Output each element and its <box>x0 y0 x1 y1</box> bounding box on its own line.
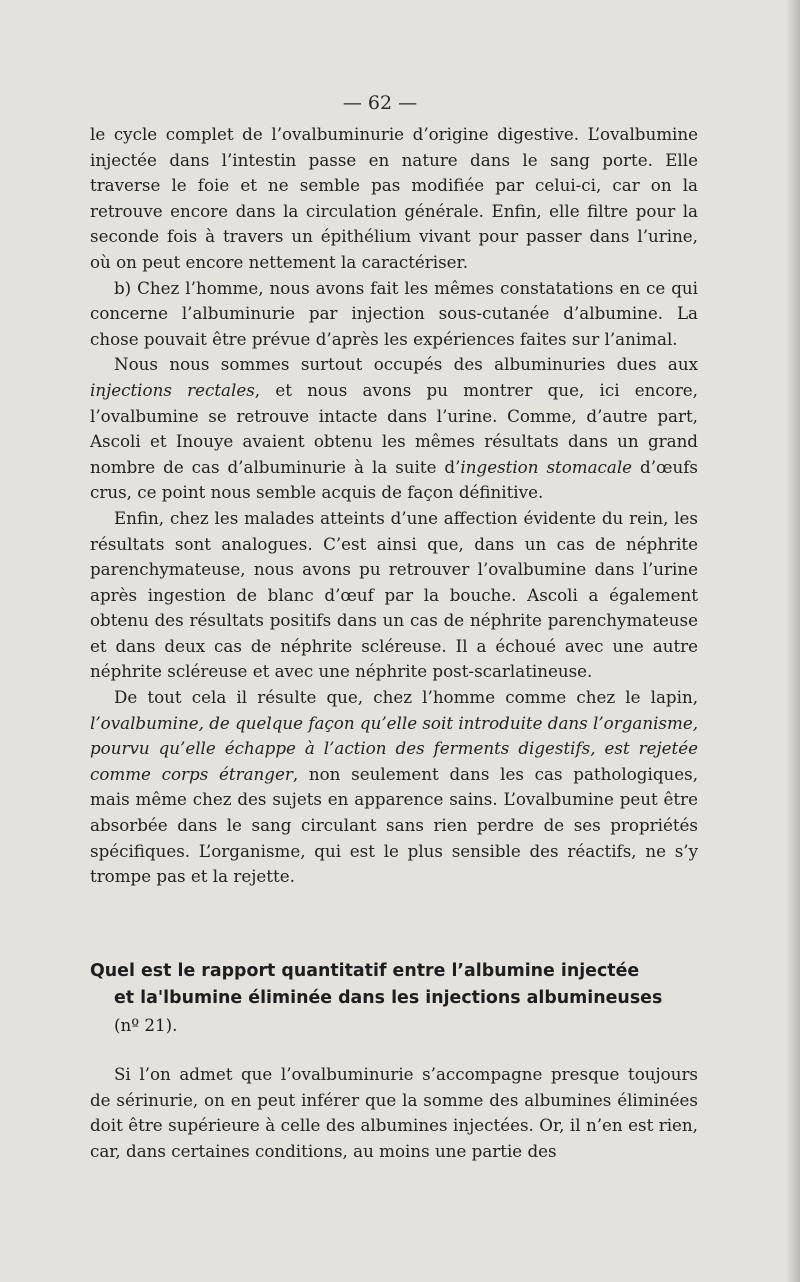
page-gutter-shadow <box>786 0 800 1282</box>
text-run: , et nous avons pu montrer que, ici encore, l’ovalbumine se retrouve intacte dans l’urine. Comme, d’autre part, Ascoli et Inouye avaient obtenu les mêmes résultats dans un grand nombre de cas d’albuminurie à la suite d’ <box>90 379 698 477</box>
heading-line-1: Quel est le rapport quantitatif entre l’albumine injectée <box>90 961 640 981</box>
italic-run: l’ovalbumine, de quelque façon qu’elle soit introduite dans l’organisme, pourvu qu’elle échappe à l’action des ferments digestifs, est rejetée comme corps étranger <box>90 712 698 784</box>
page-number: — 62 — <box>342 92 418 114</box>
paragraph-continuation: le cycle complet de l’ovalbuminurie d’origine digestive. L’ovalbumine injectée dans l’intestin passe en nature dans le sang porte. Elle traverse le foie et ne semble pas modifiée par celui-ci, car on la retrouve encore dans la circulation générale. Enfin, elle filtre pour la seconde fois à travers un épithélium vivant pour passer dans l’urine, où on peut encore nettement la caractériser. <box>90 124 698 272</box>
paragraph-si-l-on-admet: Si l’on admet que l’ovalbuminurie s’accompagne presque toujours de sérinurie, on en peut inférer que la somme des albumines éliminées doit être supérieure à celle des albumines injectées. Or, il n’en est rien, car, dans certaines conditions, au moins une partie des <box>90 1064 698 1161</box>
body-text-lower <box>90 1062 698 1164</box>
heading-reference: (nº 21). <box>114 1015 178 1035</box>
text-run: Nous nous sommes surtout occupés des albuminuries dues aux <box>114 354 698 375</box>
heading-line-2: et la'lbumine éliminée dans les injections albumineuses <box>114 988 663 1008</box>
body-text-upper <box>90 122 698 890</box>
paragraph-enfin-malades: Enfin, chez les malades atteints d’une affection évidente du rein, les résultats sont analogues. C’est ainsi que, dans un cas de néphrite parenchymateuse, nous avons pu retrouver l’ovalbumine dans l’urine après ingestion de blanc d’œuf par la bouche. Ascoli a également obtenu des résultats positifs dans un cas de néphrite parenchymateuse et dans deux cas de néphrite scléreuse. Il a échoué avec une autre néphrite scléreuse et avec une néphrite post-scarlatineuse. <box>90 507 698 682</box>
italic-run: injections rectales <box>90 379 255 400</box>
paragraph-b-chez-l-homme: b) Chez l’homme, nous avons fait les mêmes constatations en ce qui concerne l’albuminurie par injection sous-cutanée d’albumine. La chose pouvait être prévue d’après les expériences faites sur l’animal. <box>90 277 698 349</box>
paragraph-injections-rectales <box>90 352 698 506</box>
text-run: d’œufs crus, ce point nous semble acquis de façon définitive. <box>90 456 698 503</box>
text-run: De tout cela il résulte que, chez l’homme comme chez le lapin, <box>114 687 698 708</box>
section-heading <box>90 958 702 1039</box>
text-run: , non seulement dans les cas pathologiques, mais même chez des sujets en apparence sains. L’ovalbumine peut être absorbée dans le sang circulant sans rien perdre de ses propriétés spécifiques. L’organisme, qui est le plus sensible des réactifs, ne s’y trompe pas et la rejette. <box>90 763 698 887</box>
italic-run: ingestion stomacale <box>460 456 633 477</box>
paragraph-conclusion <box>90 685 698 890</box>
